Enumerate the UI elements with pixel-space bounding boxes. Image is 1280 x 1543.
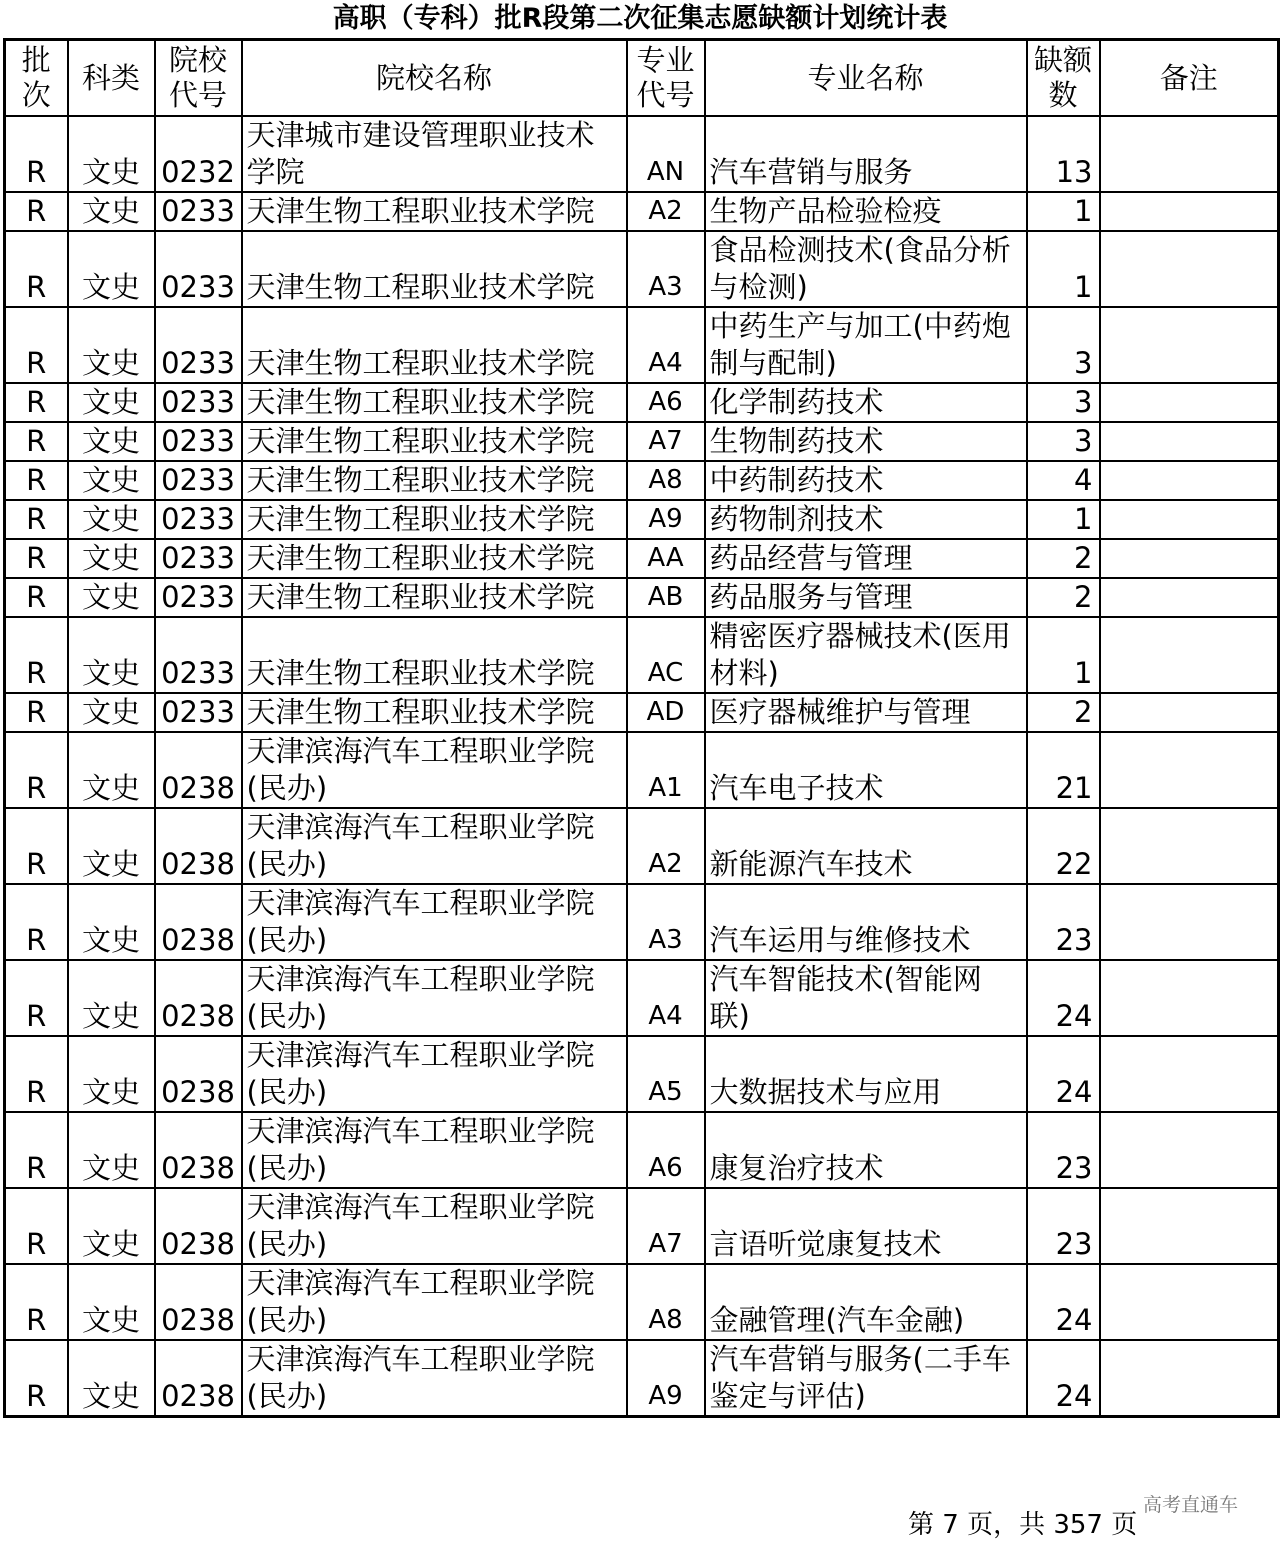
- cell-remark: [1100, 383, 1279, 422]
- table-row: [5, 808, 1279, 884]
- cell-category: 文史: [68, 693, 155, 732]
- cell-school-name: 天津生物工程职业技术学院: [242, 693, 627, 732]
- cell-major-code: A9: [627, 1340, 705, 1417]
- cell-category: 文史: [68, 383, 155, 422]
- cell-vacancy: 1: [1027, 500, 1100, 539]
- cell-batch: R: [5, 192, 68, 231]
- table-row: [5, 960, 1279, 1036]
- cell-school-code: 0238: [155, 884, 242, 960]
- cell-remark: [1100, 808, 1279, 884]
- cell-school-name: 天津城市建设管理职业技术学院: [242, 116, 627, 192]
- header-major-code: 专业代号: [627, 40, 705, 117]
- cell-remark: [1100, 461, 1279, 500]
- cell-batch: R: [5, 461, 68, 500]
- cell-major-name: 药品服务与管理: [705, 578, 1027, 617]
- cell-major-name: 汽车电子技术: [705, 732, 1027, 808]
- cell-major-code: A2: [627, 192, 705, 231]
- cell-category: 文史: [68, 1264, 155, 1340]
- cell-major-code: AD: [627, 693, 705, 732]
- cell-vacancy: 2: [1027, 539, 1100, 578]
- cell-school-name: 天津滨海汽车工程职业学院(民办): [242, 884, 627, 960]
- cell-school-name: 天津生物工程职业技术学院: [242, 383, 627, 422]
- cell-school-name: 天津生物工程职业技术学院: [242, 461, 627, 500]
- page-title: 高职（专科）批R段第二次征集志愿缺额计划统计表: [332, 3, 948, 34]
- cell-category: 文史: [68, 808, 155, 884]
- cell-vacancy: 23: [1027, 1112, 1100, 1188]
- cell-school-name: 天津生物工程职业技术学院: [242, 578, 627, 617]
- cell-major-code: A7: [627, 1188, 705, 1264]
- cell-school-code: 0238: [155, 1112, 242, 1188]
- vacancy-table: [3, 38, 1280, 1418]
- table-row: [5, 307, 1279, 383]
- cell-remark: [1100, 1264, 1279, 1340]
- cell-vacancy: 1: [1027, 192, 1100, 231]
- cell-major-code: A2: [627, 808, 705, 884]
- header-major-name: 专业名称: [705, 40, 1027, 117]
- cell-major-name: 金融管理(汽车金融): [705, 1264, 1027, 1340]
- cell-school-name: 天津滨海汽车工程职业学院(民办): [242, 960, 627, 1036]
- cell-category: 文史: [68, 1188, 155, 1264]
- table-row: [5, 1112, 1279, 1188]
- cell-school-name: 天津滨海汽车工程职业学院(民办): [242, 1112, 627, 1188]
- cell-category: 文史: [68, 732, 155, 808]
- cell-batch: R: [5, 500, 68, 539]
- cell-major-code: A9: [627, 500, 705, 539]
- table-row: [5, 539, 1279, 578]
- cell-category: 文史: [68, 500, 155, 539]
- cell-school-code: 0233: [155, 422, 242, 461]
- cell-major-name: 大数据技术与应用: [705, 1036, 1027, 1112]
- cell-major-name: 汽车营销与服务: [705, 116, 1027, 192]
- cell-category: 文史: [68, 461, 155, 500]
- cell-category: 文史: [68, 192, 155, 231]
- table-row: [5, 461, 1279, 500]
- cell-school-name: 天津生物工程职业技术学院: [242, 422, 627, 461]
- cell-remark: [1100, 1340, 1279, 1417]
- cell-school-code: 0233: [155, 693, 242, 732]
- cell-school-name: 天津滨海汽车工程职业学院(民办): [242, 1340, 627, 1417]
- table-row: [5, 1036, 1279, 1112]
- cell-remark: [1100, 1188, 1279, 1264]
- cell-batch: R: [5, 578, 68, 617]
- cell-major-name: 医疗器械维护与管理: [705, 693, 1027, 732]
- cell-major-code: A8: [627, 1264, 705, 1340]
- cell-major-name: 中药生产与加工(中药炮制与配制): [705, 307, 1027, 383]
- cell-school-code: 0233: [155, 461, 242, 500]
- cell-vacancy: 1: [1027, 617, 1100, 693]
- cell-batch: R: [5, 383, 68, 422]
- cell-category: 文史: [68, 539, 155, 578]
- table-row: [5, 1264, 1279, 1340]
- cell-school-code: 0233: [155, 539, 242, 578]
- cell-vacancy: 4: [1027, 461, 1100, 500]
- table-row: [5, 693, 1279, 732]
- table-row: [5, 1340, 1279, 1417]
- cell-vacancy: 24: [1027, 1036, 1100, 1112]
- cell-major-code: AA: [627, 539, 705, 578]
- cell-major-name: 汽车运用与维修技术: [705, 884, 1027, 960]
- cell-batch: R: [5, 960, 68, 1036]
- table-row: [5, 884, 1279, 960]
- cell-vacancy: 24: [1027, 1264, 1100, 1340]
- cell-major-code: A3: [627, 884, 705, 960]
- table-row: [5, 231, 1279, 307]
- cell-remark: [1100, 231, 1279, 307]
- cell-major-name: 汽车智能技术(智能网联): [705, 960, 1027, 1036]
- cell-major-name: 化学制药技术: [705, 383, 1027, 422]
- cell-major-code: A5: [627, 1036, 705, 1112]
- cell-school-name: 天津生物工程职业技术学院: [242, 500, 627, 539]
- cell-major-code: A7: [627, 422, 705, 461]
- cell-remark: [1100, 307, 1279, 383]
- cell-major-code: AN: [627, 116, 705, 192]
- cell-remark: [1100, 500, 1279, 539]
- cell-school-code: 0233: [155, 578, 242, 617]
- header-school-code: 院校代号: [155, 40, 242, 117]
- cell-remark: [1100, 539, 1279, 578]
- cell-vacancy: 22: [1027, 808, 1100, 884]
- cell-category: 文史: [68, 578, 155, 617]
- cell-batch: R: [5, 693, 68, 732]
- cell-category: 文史: [68, 1112, 155, 1188]
- cell-batch: R: [5, 732, 68, 808]
- cell-school-code: 0238: [155, 732, 242, 808]
- cell-school-name: 天津滨海汽车工程职业学院(民办): [242, 808, 627, 884]
- table-row: [5, 500, 1279, 539]
- cell-remark: [1100, 960, 1279, 1036]
- table-row: [5, 1188, 1279, 1264]
- cell-school-code: 0232: [155, 116, 242, 192]
- cell-major-name: 生物制药技术: [705, 422, 1027, 461]
- cell-school-name: 天津生物工程职业技术学院: [242, 307, 627, 383]
- cell-batch: R: [5, 808, 68, 884]
- cell-major-code: A4: [627, 307, 705, 383]
- cell-remark: [1100, 578, 1279, 617]
- cell-school-code: 0238: [155, 1188, 242, 1264]
- cell-major-name: 新能源汽车技术: [705, 808, 1027, 884]
- cell-school-code: 0233: [155, 500, 242, 539]
- cell-school-name: 天津生物工程职业技术学院: [242, 192, 627, 231]
- cell-major-name: 食品检测技术(食品分析与检测): [705, 231, 1027, 307]
- cell-school-code: 0233: [155, 307, 242, 383]
- cell-remark: [1100, 422, 1279, 461]
- cell-batch: R: [5, 884, 68, 960]
- cell-school-name: 天津滨海汽车工程职业学院(民办): [242, 1264, 627, 1340]
- cell-batch: R: [5, 617, 68, 693]
- cell-major-code: A6: [627, 383, 705, 422]
- cell-major-name: 汽车营销与服务(二手车鉴定与评估): [705, 1340, 1027, 1417]
- cell-batch: R: [5, 422, 68, 461]
- cell-school-name: 天津滨海汽车工程职业学院(民办): [242, 1036, 627, 1112]
- table-row: [5, 383, 1279, 422]
- cell-remark: [1100, 1112, 1279, 1188]
- cell-school-name: 天津生物工程职业技术学院: [242, 617, 627, 693]
- cell-vacancy: 1: [1027, 231, 1100, 307]
- cell-school-code: 0233: [155, 383, 242, 422]
- cell-major-code: AB: [627, 578, 705, 617]
- cell-remark: [1100, 732, 1279, 808]
- cell-school-name: 天津生物工程职业技术学院: [242, 539, 627, 578]
- cell-major-name: 药品经营与管理: [705, 539, 1027, 578]
- cell-school-code: 0233: [155, 231, 242, 307]
- cell-major-code: A3: [627, 231, 705, 307]
- cell-school-code: 0233: [155, 192, 242, 231]
- cell-remark: [1100, 1036, 1279, 1112]
- cell-vacancy: 2: [1027, 693, 1100, 732]
- cell-vacancy: 23: [1027, 884, 1100, 960]
- cell-category: 文史: [68, 422, 155, 461]
- cell-major-code: AC: [627, 617, 705, 693]
- cell-remark: [1100, 693, 1279, 732]
- header-remark: 备注: [1100, 40, 1279, 117]
- cell-major-code: A8: [627, 461, 705, 500]
- cell-batch: R: [5, 1112, 68, 1188]
- cell-school-code: 0238: [155, 1264, 242, 1340]
- table-row: [5, 422, 1279, 461]
- cell-batch: R: [5, 1188, 68, 1264]
- cell-remark: [1100, 116, 1279, 192]
- header-category: 科类: [68, 40, 155, 117]
- cell-school-code: 0238: [155, 1340, 242, 1417]
- table-row: [5, 192, 1279, 231]
- cell-school-code: 0238: [155, 960, 242, 1036]
- cell-remark: [1100, 192, 1279, 231]
- cell-major-name: 言语听觉康复技术: [705, 1188, 1027, 1264]
- cell-major-name: 精密医疗器械技术(医用材料): [705, 617, 1027, 693]
- cell-school-code: 0238: [155, 808, 242, 884]
- cell-remark: [1100, 617, 1279, 693]
- cell-batch: R: [5, 116, 68, 192]
- cell-remark: [1100, 884, 1279, 960]
- cell-vacancy: 3: [1027, 307, 1100, 383]
- cell-major-code: A1: [627, 732, 705, 808]
- cell-batch: R: [5, 539, 68, 578]
- cell-major-name: 中药制药技术: [705, 461, 1027, 500]
- table-row: [5, 732, 1279, 808]
- cell-vacancy: 3: [1027, 422, 1100, 461]
- cell-major-code: A4: [627, 960, 705, 1036]
- cell-category: 文史: [68, 1036, 155, 1112]
- cell-category: 文史: [68, 231, 155, 307]
- cell-vacancy: 13: [1027, 116, 1100, 192]
- cell-category: 文史: [68, 116, 155, 192]
- cell-vacancy: 23: [1027, 1188, 1100, 1264]
- table-body: [5, 116, 1279, 1417]
- cell-school-name: 天津滨海汽车工程职业学院(民办): [242, 732, 627, 808]
- header-school-name: 院校名称: [242, 40, 627, 117]
- cell-category: 文史: [68, 617, 155, 693]
- cell-school-name: 天津滨海汽车工程职业学院(民办): [242, 1188, 627, 1264]
- cell-category: 文史: [68, 307, 155, 383]
- header-vacancy: 缺额数: [1027, 40, 1100, 117]
- cell-batch: R: [5, 307, 68, 383]
- page-footer: 第 7 页，共 357 页: [908, 1510, 1138, 1540]
- cell-batch: R: [5, 231, 68, 307]
- cell-vacancy: 3: [1027, 383, 1100, 422]
- cell-batch: R: [5, 1036, 68, 1112]
- table-row: [5, 617, 1279, 693]
- cell-category: 文史: [68, 960, 155, 1036]
- cell-batch: R: [5, 1340, 68, 1417]
- cell-major-name: 药物制剂技术: [705, 500, 1027, 539]
- cell-vacancy: 24: [1027, 960, 1100, 1036]
- cell-vacancy: 24: [1027, 1340, 1100, 1417]
- cell-category: 文史: [68, 884, 155, 960]
- watermark-text: 高考直通车: [1143, 1494, 1239, 1516]
- cell-school-name: 天津生物工程职业技术学院: [242, 231, 627, 307]
- cell-batch: R: [5, 1264, 68, 1340]
- header-row: [5, 40, 1279, 117]
- table-row: [5, 578, 1279, 617]
- cell-major-code: A6: [627, 1112, 705, 1188]
- cell-major-name: 康复治疗技术: [705, 1112, 1027, 1188]
- cell-school-code: 0238: [155, 1036, 242, 1112]
- cell-category: 文史: [68, 1340, 155, 1417]
- cell-vacancy: 2: [1027, 578, 1100, 617]
- cell-major-name: 生物产品检验检疫: [705, 192, 1027, 231]
- table-row: [5, 116, 1279, 192]
- header-batch: 批次: [5, 40, 68, 117]
- cell-vacancy: 21: [1027, 732, 1100, 808]
- cell-school-code: 0233: [155, 617, 242, 693]
